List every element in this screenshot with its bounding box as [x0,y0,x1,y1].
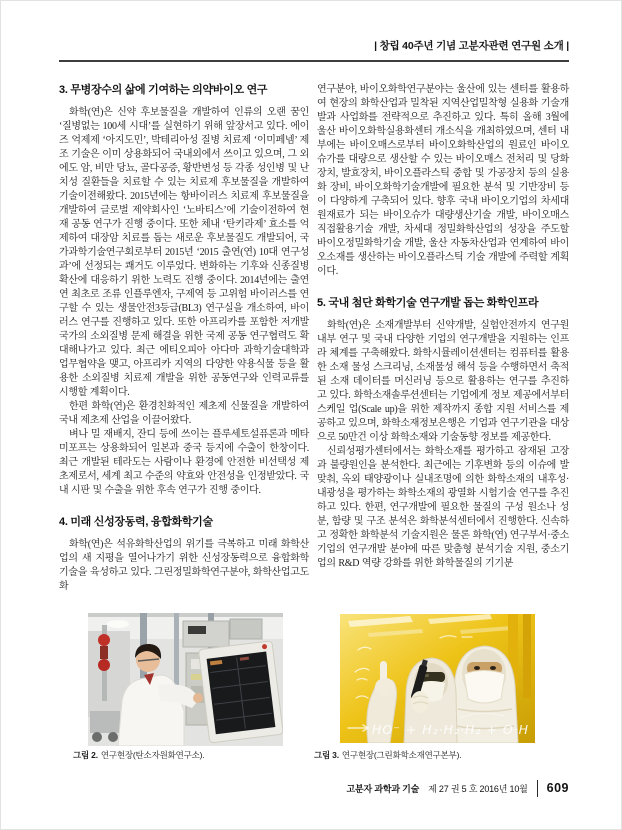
page-footer [59,778,569,798]
section-5-paragraph-1: 화학(연)은 소재개발부터 신약개발, 실험안전까지 연구원 내부 연구 및 국내 다양한 기업의 연구개발을 지원하는 인프라 체계를 구축해왔다. 화학시뮬레이션센터는 컴퓨터를 활용한 소재 물성 스크리닝, 소재물성 해석 등을 수행하면서 축적된 소재 데이터를 머신러닝 등으로 활용하는 연구를 추진하고 있다. 화학소재솔루션센터는 기업에게 정보 제공에서부터 스케일 업(Scale up)을 위한 제작까지 종합 지원 서비스를 제공하고 있으며, 화학소재정보은행은 기업과 연구기관을 대상으로 50만건 이상 화학소재와 기술동향 정보를 제공한다. [317,320,569,443]
section-4-paragraph-right: 연구분야, 바이오화학연구분야는 울산에 있는 센터를 활용하여 현장의 화학산업과 밀착된 지역산업밀착형 실용화 기술개발과 사업화를 전략적으로 추진하고 있다. 특히 올해 3월에 울산 바이오화학실용화센터 개소식을 개최하였으며, 센터 내부에는 바이오매스로부터 바이오화학산업의 원료인 바이오슈가를 대량으로 생산할 수 있는 바이오매스 전처리 및 당화장치, 발효장치, 바이오플라스틱 중합 및 가공장치 등의 실용화 장비, 바이오화학기술개발에 필요한 분석 및 기반장비 등이 다양하게 구축되어 있다. 향후 국내 바이오기업의 차세대 원재료가 되는 바이오슈가 대량생산기술 개발, 바이오매스 직접활용기술 개발, 차세대 정밀화학산업의 성장을 주도할 바이오정밀화학기술 개발, 울산 자동차산업과 연계하여 바이오소재를 생산하는 바이오플라스틱 기술 개발에 주력할 계획이다. [317,84,569,277]
figure2-photo [88,613,283,746]
section-5-paragraph-2: 신뢰성평가센터에서는 화학소재를 평가하고 잠재된 고장과 불량원인을 분석한다. 최근에는 기후변화 등의 이슈에 발맞춰, 옥외 태양광이나 실내조명에 의한 화학소재의 내후성·내광성을 평가하는 화학소재의 광열화 시험기술 연구를 추진하고 있다. 한편, 연구개발에 필요한 물질의 구성 원소나 성분, 함량 및 구조 분석은 화학분석센터에서 진행한다. 신속하고 정확한 화학분석 기술지원은 물론 화학(연) 연구부서·중소기업의 연구개발 분야에 따른 맞춤형 분석기술 지원, 중소기업의 R&D 역량 강화를 위한 화학물질의 기기분 [317,446,569,569]
section-3-paragraph-2: 한편 화학(연)은 환경친화적인 제초제 신물질을 개발하여 국내 제초제 산업을 이끌어왔다. [59,401,309,426]
figure-3-caption-label: 그림 3. [314,750,339,760]
monitor [198,641,283,743]
issue-info: 제 27 권 5 호 2016년 10월 [428,783,528,794]
section-3-paragraph-1: 화학(연)은 신약 후보물질을 개발하여 인류의 오랜 꿈인 ‘질병없는 100세 시대’를 실현하기 위해 앞장서고 있다. 에이즈 억제제 ‘아지도민’, 박테리아성 질병 치료제 ‘이미페넴’ 제조 기술은 이미 상용화되어 국내외에서 쓰이고 있으며, 그 외에도 암, 비만 당뇨, 골다공증, 황반변성 등 각종 성인병 및 난치성 질환들을 치료할 수 있는 치료제 후보물질을 개발하여 기술이전해왔다. 2015년에는 항바이러스 치료제 후보물질을 개발하여 글로벌 제약회사인 ‘노바티스’에 기술이전하여 현재 공동 연구가 진행 중이다. 또한 체내 ‘탄키라제’ 효소를 억제하여 대장암 치료를 돕는 새로운 후보물질도 개발되어, 국가과학기술연구회로부터 2015년 ‘2015 출연(연) 10대 연구성과’에 선정되는 쾌거도 이루었다. 변화하는 기후와 신종질병 확산에 대응하기 위한 노력도 진행 중이다. 2014년에는 출연연 최초로 조류 인플루엔자, 구제역 등 고위험 바이러스를 연구할 수 있는 생물안전3등급(BL3) 연구실을 개소하여, 바이러스 연구를 진행하고 있다. 또한 아프리카를 포함한 저개발국가의 소외질병 문제 해결을 위한 국제 공동 연구협력도 확대해나가고 있다. 최근 에티오피아 아다마 과학기술대학과 업무협약을 맺고, 아프리카 지역의 다양한 약용식물 등을 활용한 소외질병 치료제 개발을 위한 공동연구와 인력교류를 시행할 계획이다. [59,107,309,398]
page-number: 609 [546,781,569,795]
running-head: | 창립 40주년 기념 고분자관련 연구원 소개 | [374,40,569,52]
footer-divider [537,780,538,797]
figure-2-caption-text: 연구현장(탄소자원화연구소). [100,750,205,760]
header-rule [59,60,569,62]
figure-2 [88,613,283,746]
figure-2-caption-label: 그림 2. [73,750,98,760]
figure-3-caption [314,749,461,761]
figure-2-caption [73,749,204,761]
section-4-paragraph-left: 화학(연)은 석유화학산업의 위기를 극복하고 미래 화학산업의 새 지평을 열어나가기 위한 신성장동력으로 융합화학기술을 육성하고 있다. 그린정밀화학연구분야, 화학산업고도화 [59,539,309,592]
figure-3 [340,614,535,743]
journal-title: 고분자 과학과 기술 [346,783,420,794]
section-3-title: 3. 무병장수의 삶에 기여하는 의약바이오 연구 [59,84,268,96]
glass-formula-text: HO⁻ + H₂·H₂·H₂ + O·H [372,722,530,737]
section-5-title: 5. 국내 첨단 화학기술 연구개발 돕는 화학인프라 [317,297,539,309]
right-column [317,83,569,571]
left-column [59,83,309,594]
figure-3-caption-text: 연구현장(그린화학소재연구본부). [341,750,462,760]
section-3-paragraph-3: 벼나 밀 재배지, 잔디 등에 쓰이는 플루세토설퓨론과 메타미포프는 상용화되어 일본과 중국 등지에 수출이 한창이다. 최근 개발된 테라도는 사람이나 환경에 안전한 비선택성 제초제로서, 세계 최고 수준의 약효와 안전성을 인정받았다. 국내 시판 및 수출을 위한 후속 연구가 진행 중이다. [59,429,309,496]
figure3-photo [340,614,535,743]
section-4-title: 4. 미래 신성장동력, 융합화학기술 [59,516,213,528]
